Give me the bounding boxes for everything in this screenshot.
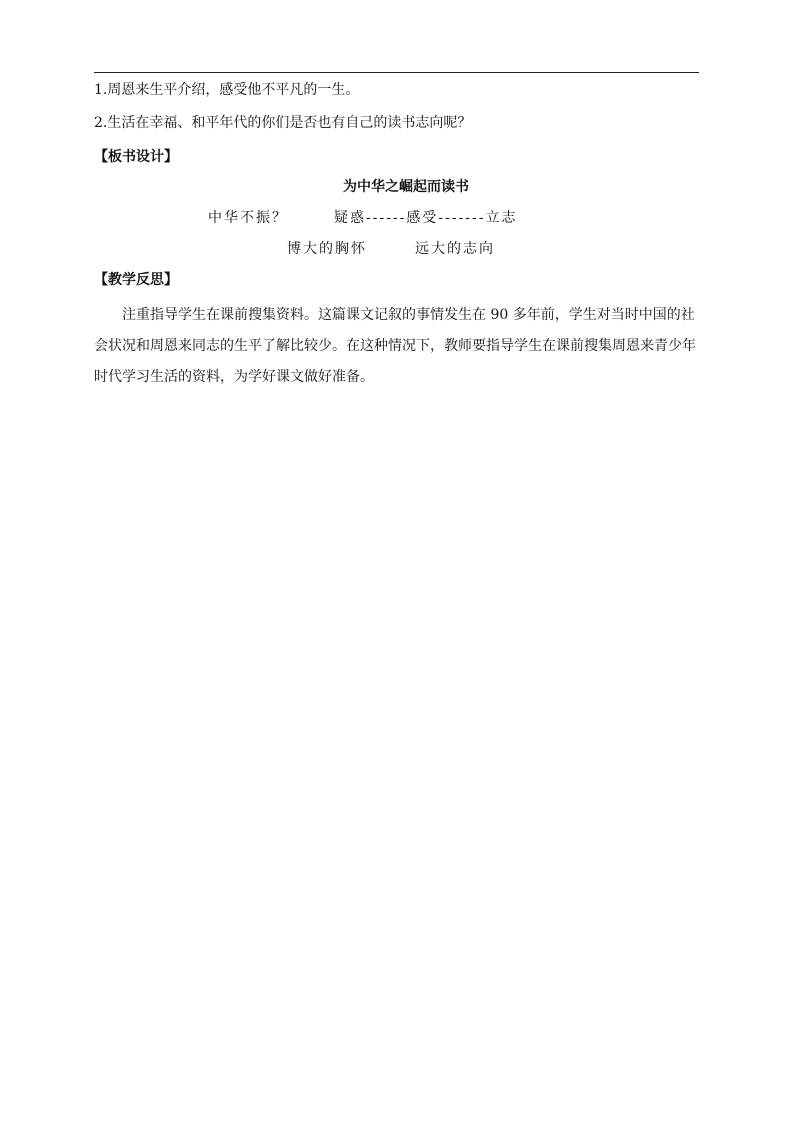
board-design-title: 为中华之崛起而读书 [343, 179, 469, 195]
board-row1-right: 疑惑------感受-------立志 [334, 210, 518, 226]
board-row2-left: 博大的胸怀 [287, 241, 367, 257]
intro-item-2: 2.生活在幸福、和平年代的你们是否也有自己的读书志向呢？ [94, 115, 472, 131]
top-rule [94, 72, 699, 73]
reflection-heading: 【教学反思】 [94, 272, 178, 288]
board-design-heading: 【板书设计】 [94, 149, 178, 165]
intro-item-1: 1.周恩来生平介绍，感受他不平凡的一生。 [94, 82, 360, 98]
reflection-paragraph: 注重指导学生在课前搜集资料。这篇课文记叙的事情发生在 90 多年前，学生对当时中国的社会状况和周恩来同志的生平了解比较少。在这种情况下，教师要指导学生在课前搜集周恩来青少年时代学习生活的资料，为学好课文做好准备。 [94, 307, 696, 385]
board-row2-right: 远大的志向 [415, 241, 495, 257]
board-row1-left: 中华不振？ [208, 210, 288, 226]
